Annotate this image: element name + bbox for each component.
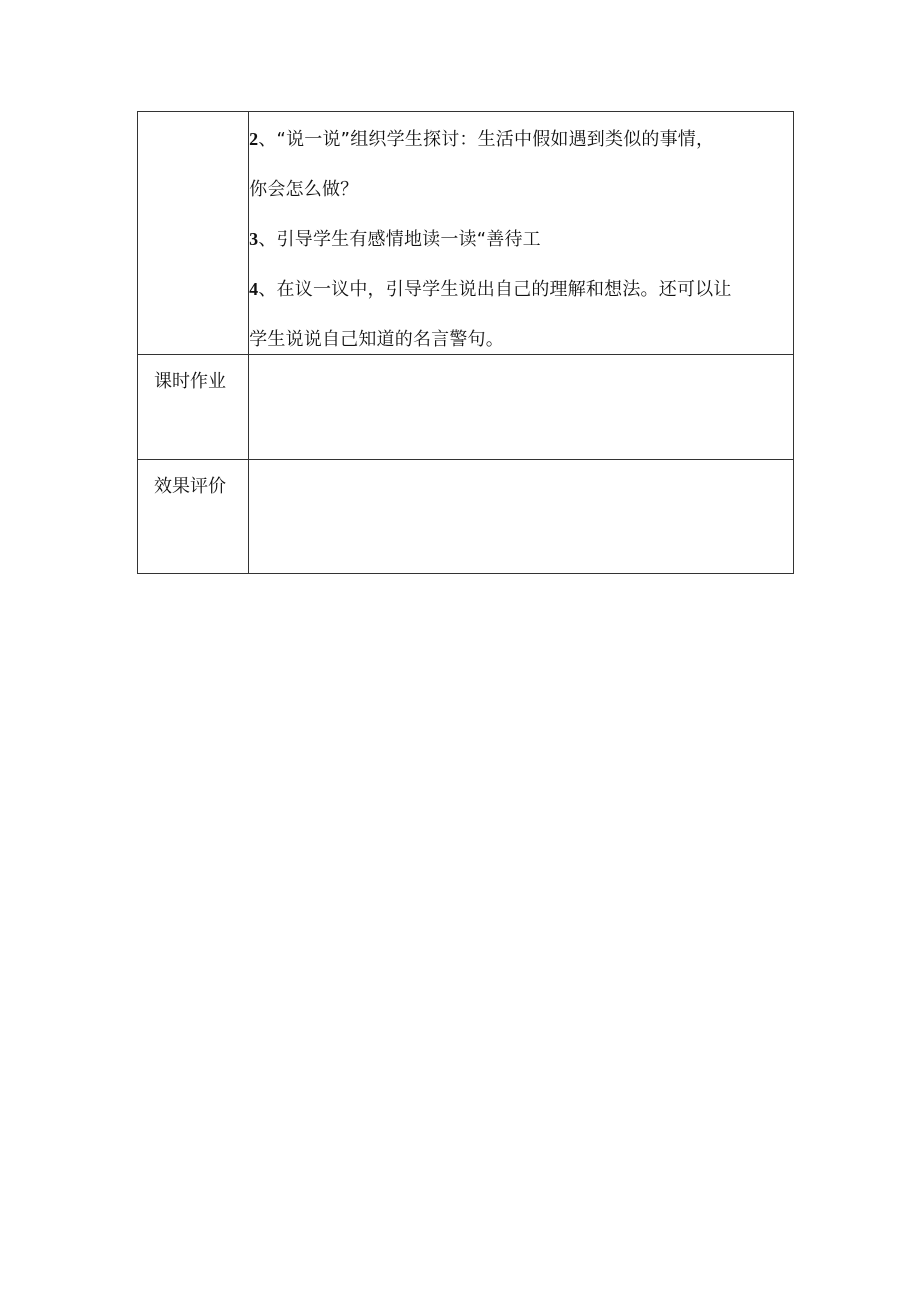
process-line-4 — [249, 276, 785, 302]
homework-label-cell — [138, 355, 249, 460]
lesson-plan-table — [137, 111, 794, 574]
homework-content-cell — [249, 355, 794, 460]
teaching-process-row — [138, 112, 794, 355]
line-text: 你会怎么做？ — [249, 179, 359, 200]
teaching-process-content-cell — [249, 112, 794, 355]
line-text: 、“说一说”组织学生探讨：生活中假如遇到类似的事情， — [258, 129, 715, 150]
evaluation-label-cell — [138, 460, 249, 574]
line-number: 4 — [249, 279, 259, 299]
evaluation-content-cell — [249, 460, 794, 574]
teaching-process-lines — [249, 112, 793, 352]
homework-label: 课时作业 — [154, 371, 226, 392]
process-line-2 — [249, 176, 785, 202]
process-line-1 — [249, 126, 785, 152]
teaching-process-label — [138, 112, 248, 126]
homework-row — [138, 355, 794, 460]
line-number: 2 — [249, 129, 259, 149]
line-number: 3 — [249, 229, 259, 249]
line-text: 、在议一议中，引导学生说出自己的理解和想法。还可以让 — [258, 279, 732, 300]
evaluation-label: 效果评价 — [154, 476, 226, 497]
teaching-process-label-cell — [138, 112, 249, 355]
process-line-3 — [249, 226, 785, 252]
line-text: 学生说说自己知道的名言警句。 — [249, 329, 504, 350]
evaluation-row — [138, 460, 794, 574]
process-line-5 — [249, 326, 785, 352]
line-text: 、引导学生有感情地读一读“善待工 — [258, 229, 541, 250]
